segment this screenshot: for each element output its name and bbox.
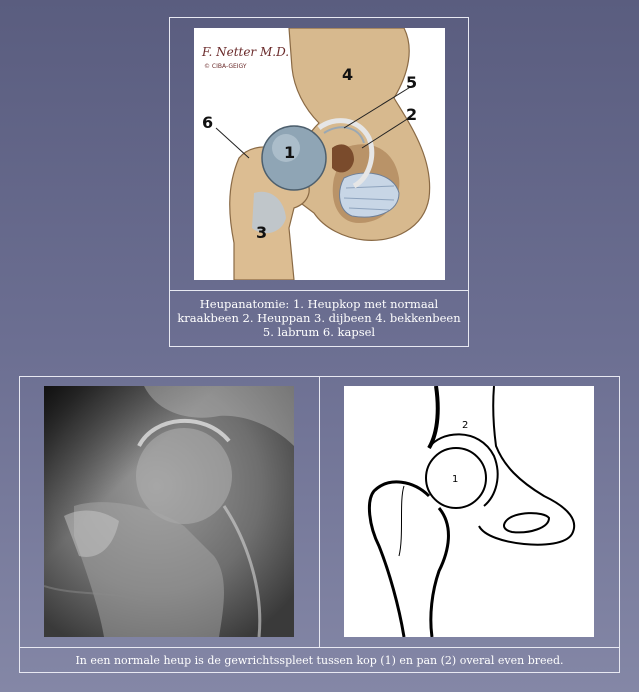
xray-figure (19, 376, 620, 673)
figure-divider (319, 377, 320, 647)
xray-caption: In een normale heup is de gewrichtsspleet tussen kop (1) en pan (2) overal even breed. (20, 647, 619, 672)
anatomy-label-6: 6 (202, 113, 214, 132)
hip-line-drawing (344, 386, 594, 637)
drawing-label-2: 2 (462, 420, 469, 431)
netter-signature: F. Netter M.D. (202, 45, 290, 59)
copyright-text: © CIBA-GEIGY (204, 63, 247, 70)
hip-xray-image (44, 386, 294, 637)
anatomy-label-2: 2 (406, 105, 418, 124)
anatomy-label-4: 4 (342, 65, 354, 84)
hip-anatomy-illustration (194, 28, 445, 280)
anatomy-caption: Heupanatomie: 1. Heupkop met normaal kraakbeen 2. Heuppan 3. dijbeen 4. bekkenbeen 5. labrum 6. kapsel (170, 290, 468, 345)
anatomy-figure (169, 17, 469, 347)
anatomy-label-1: 1 (284, 143, 296, 162)
anatomy-label-3: 3 (256, 223, 268, 242)
drawing-label-1: 1 (452, 474, 459, 485)
anatomy-label-5: 5 (406, 73, 418, 92)
